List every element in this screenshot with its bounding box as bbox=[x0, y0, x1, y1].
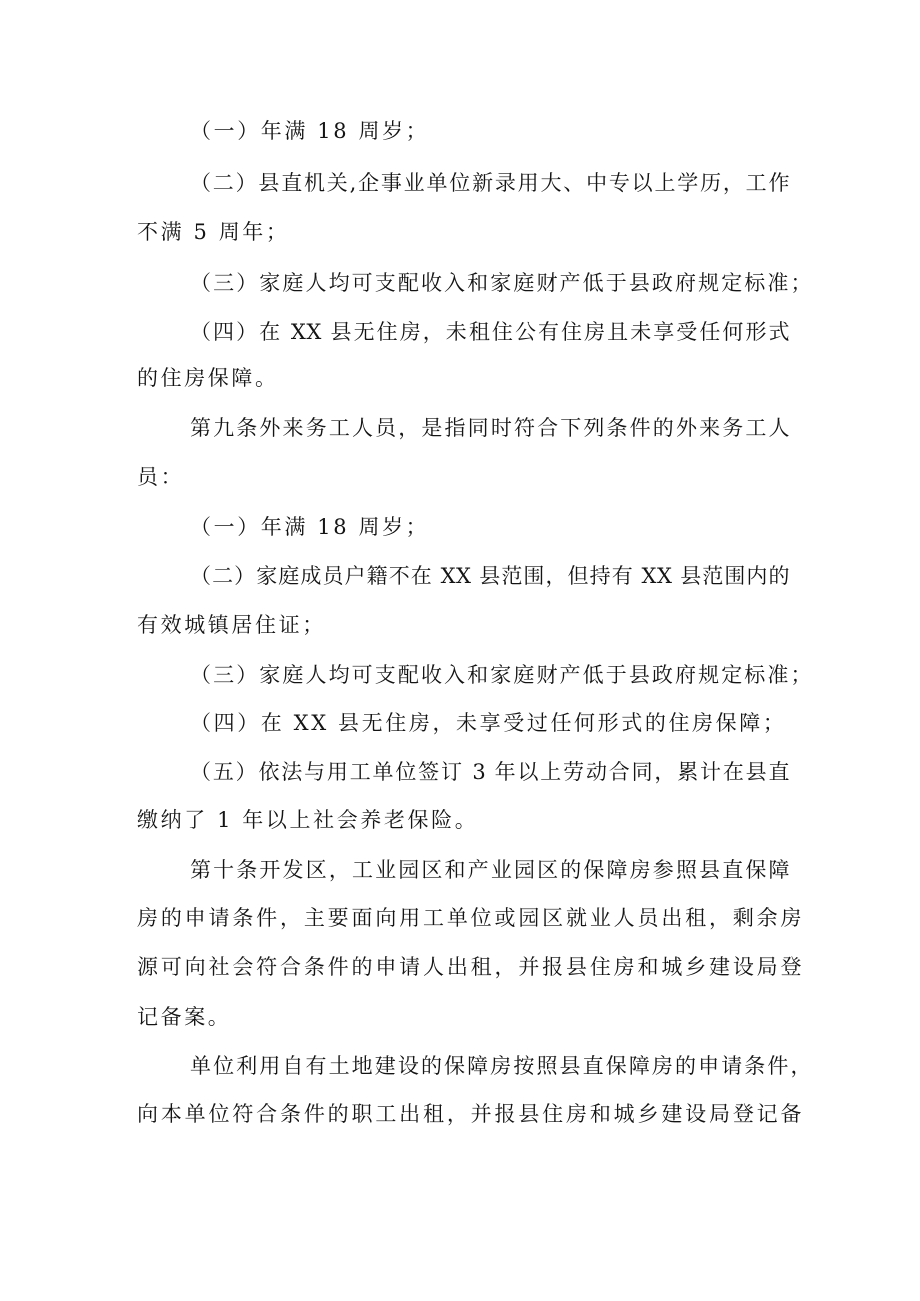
text-line: 第九条外来务工人员，是指同时符合下列条件的外来务工人 bbox=[190, 416, 790, 440]
text-line: 有效城镇居住证； bbox=[137, 613, 326, 637]
text-line: 房的申请条件，主要面向用工单位或园区就业人员出租，剩余房 bbox=[137, 906, 802, 930]
text-line: 第十条开发区，工业园区和产业园区的保障房参照县直保障 bbox=[190, 858, 790, 882]
text-line: 源可向社会符合条件的申请人出租，并报县住房和城乡建设局登 bbox=[137, 955, 802, 979]
text-line: 向本单位符合条件的职工出租，并报县住房和城乡建设局登记备 bbox=[137, 1102, 802, 1126]
text-line: （一）年满 18 周岁； bbox=[190, 515, 430, 539]
text-line: （一）年满 18 周岁； bbox=[190, 119, 430, 143]
text-line: 单位利用自有土地建设的保障房按照县直保障房的申请条件， bbox=[190, 1054, 812, 1078]
text-line: （五）依法与用工单位签订 3 年以上劳动合同，累计在县直 bbox=[190, 760, 790, 784]
text-line: 员： bbox=[137, 465, 185, 489]
text-line: （二）县直机关,企事业单位新录用大、中专以上学历，工作 bbox=[190, 171, 790, 195]
text-line: 不满 5 周年； bbox=[137, 220, 290, 244]
text-line: 记备案。 bbox=[137, 1005, 232, 1029]
text-line: 的住房保障。 bbox=[137, 366, 279, 390]
text-line: 缴纳了 1 年以上社会养老保险。 bbox=[137, 808, 479, 832]
text-line: （二）家庭成员户籍不在 XX 县范围，但持有 XX 县范围内的 bbox=[190, 564, 790, 588]
text-line: （三）家庭人均可支配收入和家庭财产低于县政府规定标准； bbox=[190, 663, 812, 687]
text-line: （四）在 XX 县无住房，未租住公有住房且未享受任何形式 bbox=[190, 320, 790, 344]
text-line: （四）在 XX 县无住房，未享受过任何形式的住房保障； bbox=[190, 711, 787, 735]
text-line: （三）家庭人均可支配收入和家庭财产低于县政府规定标准； bbox=[190, 271, 812, 295]
